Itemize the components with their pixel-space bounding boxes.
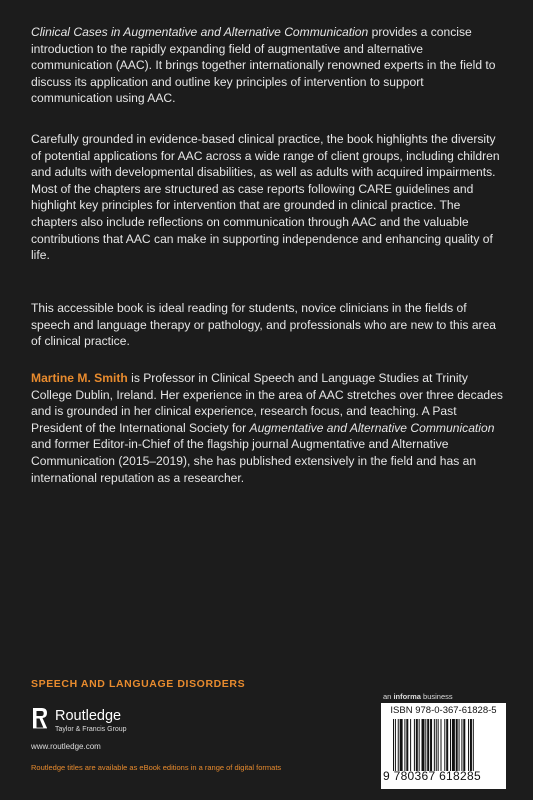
barcode-bar [400,719,403,771]
barcode-bar [434,719,435,771]
barcode-bar [419,719,420,771]
barcode-bar [463,719,465,771]
informa-tagline: an informa business [383,692,453,701]
isbn-text: ISBN 978-0-367-61828-5 [390,705,497,716]
barcode-digits: 9 780367 618285 [383,769,481,783]
barcode-bar [444,719,445,771]
barcode-panel [381,703,506,789]
barcode-bar [438,719,439,771]
barcode-bar [406,719,408,771]
barcode-bar [430,719,432,771]
barcode-bar [441,719,442,771]
author-bio-italic: Augmentative and Alternative Communication [249,420,495,435]
barcode-bar [404,719,405,771]
barcode-bar [410,719,411,771]
barcode-bar [425,719,426,771]
description-p1-text: provides a concise introduction to the rapidly expanding field of augmentative and alternative communication (AAC). It brings together internationally renowned experts in the field to discuss its application and outline key principles of intervention to support communication using AAC. [31,25,496,106]
publisher-subtitle: Taylor & Francis Group [55,726,127,733]
author-name: Martine M. Smith [31,371,128,385]
description-p2-text: Carefully grounded in evidence-based clinical practice, the book highlights the diversity of potential applications for AAC across a wide range of client groups, including children and adults with developmental disabilities, as well as adults with acquired impairments. Most of the chapters are structured as case reports following CARE guidelines and highlight key principles for intervention that are grounded in clinical practice. The chapters also include reflections on communication through AAC and the valuable contributions that AAC can make in supporting independence and enhancing quality of life. [31,132,500,263]
author-bio-part2: and former Editor-in-Chief of the flagship journal Augmentative and Alternative Communication (2015–2019), she has published extensively in the field and has an international reputation as a researcher. [31,437,477,485]
barcode-bar [395,719,396,771]
publisher-logo[interactable] [31,706,191,740]
barcode-bar [459,719,460,771]
publisher-name: Routledge [55,708,122,724]
description-paragraph-1 [31,24,506,107]
description-paragraph-2 [31,131,506,264]
barcode-bar [446,719,448,771]
barcode-bar [422,719,425,771]
barcode-bar [456,719,458,771]
ebook-note: Routledge titles are available as eBook editions in a range of digital formats [31,763,282,772]
barcode-bar [414,719,415,771]
barcode-bar [468,719,469,771]
barcode-bar [450,719,451,771]
barcode-bar [461,719,462,771]
barcode-bar [416,719,418,771]
barcode-bar [436,719,437,771]
author-bio-part1: is Professor in Clinical Speech and Language Studies at Trinity College Dublin, Ireland. Her experience in the area of AAC stretches over three decades and is grounded in her clinical experience, research focus, and teaching. A Past President of the International Society for [31,371,503,435]
series-name: SPEECH AND LANGUAGE DISORDERS [31,678,246,690]
routledge-r-logo-icon [31,706,49,730]
description-paragraph-3 [31,300,506,350]
book-title-inline: Clinical Cases in Augmentative and Alternative Communication [31,25,369,39]
barcode-bar [452,719,455,771]
barcode-bar [393,719,394,771]
author-bio [31,370,506,486]
barcode-bar [473,719,474,771]
description-p3-text: This accessible book is ideal reading for students, novice clinicians in the fields of speech and language therapy or pathology, and professionals who are new to this area of clinical practice. [31,301,497,349]
barcode-bar [427,719,429,771]
barcode-bar [398,719,399,771]
barcode-icon [393,719,501,771]
barcode-bar [470,719,472,771]
publisher-url[interactable]: www.routledge.com [31,742,101,751]
